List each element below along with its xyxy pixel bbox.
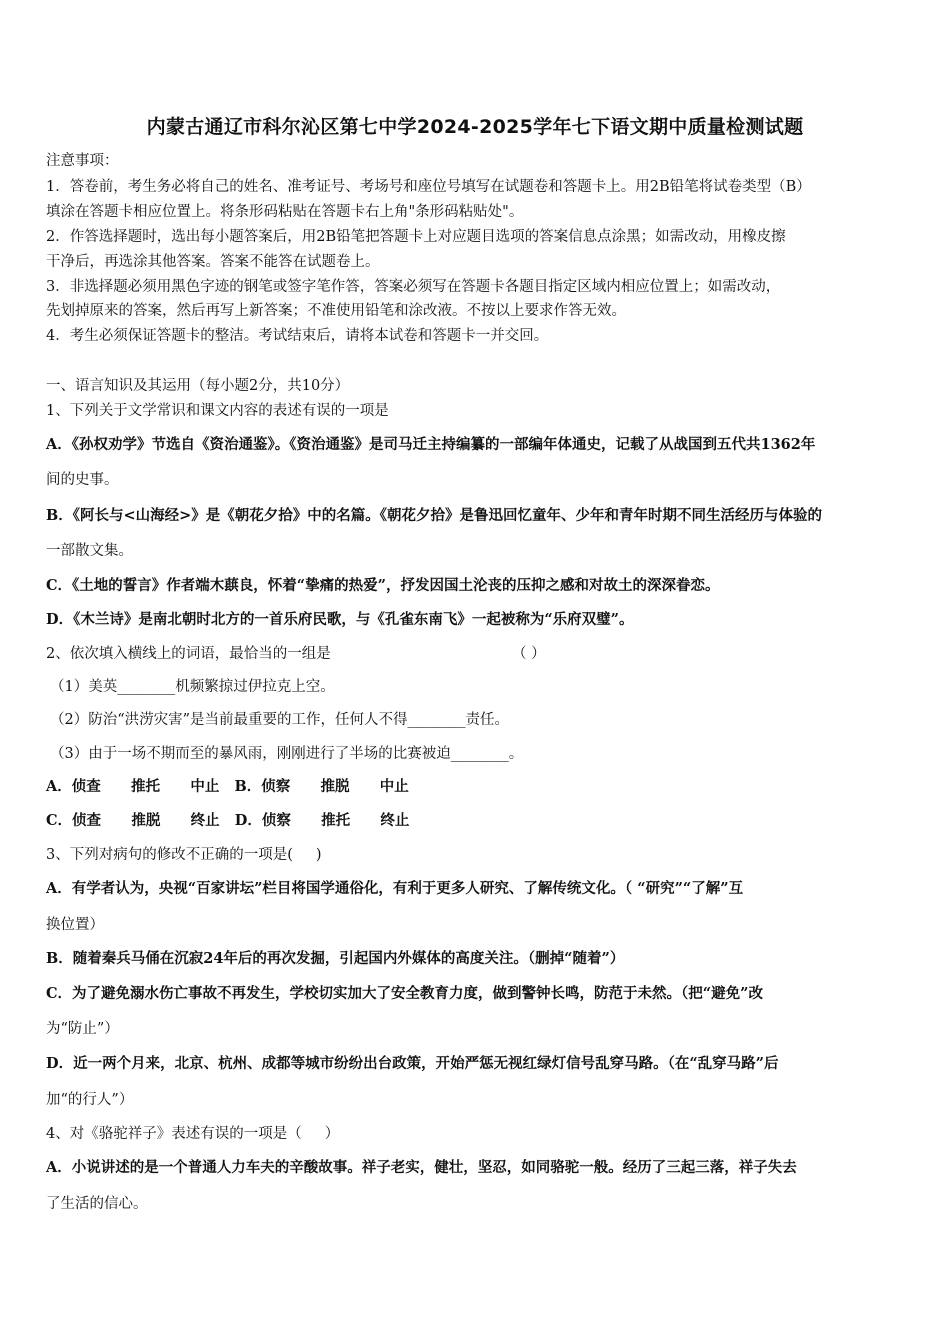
q2-sentence-1: （1）美英________机频繁掠过伊拉克上空。: [50, 679, 335, 695]
q2-options-cd: C．侦查 推脱 终止 D．侦察 推托 终止: [46, 812, 410, 829]
q1-option-a-line-2: 间的史事。: [46, 472, 119, 488]
q1-option-b-line-1: B．《阿长与<山海经>》是《朝花夕拾》中的名篇。《朝花夕拾》是鲁迅回忆童年、少年和青年时期不同生活经历与体验的: [46, 507, 823, 524]
notice-1-line-2: 填涂在答题卡相应位置上。将条形码粘贴在答题卡右上角"条形码粘贴处"。: [46, 204, 524, 220]
q3-option-c-line-2: 为“防止”）: [46, 1021, 119, 1037]
q3-option-c-line-1: C．为了避免溺水伤亡事故不再发生，学校切实加大了安全教育力度，做到警钟长鸣，防范于未然。（把“避免”改: [46, 985, 763, 1002]
notice-2-line-2: 干净后，再选涂其他答案。答案不能答在试题卷上。: [46, 254, 380, 270]
q2-options-ab: A．侦查 推托 中止 B．侦察 推脱 中止: [46, 778, 409, 795]
notice-1-line-1: 1．答卷前，考生务必将自己的姓名、准考证号、考场号和座位号填写在试题卷和答题卡上。用2B铅笔将试卷类型（B）: [46, 179, 811, 195]
q1-stem: 1、下列关于文学常识和课文内容的表述有误的一项是: [46, 403, 389, 419]
notice-2-line-1: 2．作答选择题时，选出每小题答案后，用2B铅笔把答题卡上对应题目选项的答案信息点涂黑；如需改动，用橡皮擦: [46, 229, 786, 245]
q4-option-a-line-2: 了生活的信心。: [46, 1196, 148, 1212]
q4-stem: 4、对《骆驼祥子》表述有误的一项是（ ）: [46, 1126, 340, 1142]
notice-3-line-2: 先划掉原来的答案，然后再写上新答案；不准使用铅笔和涂改液。不按以上要求作答无效。: [46, 303, 626, 319]
q2-sentence-2: （2）防治“洪涝灾害”是当前最重要的工作，任何人不得________责任。: [50, 712, 510, 728]
section-heading: 一、语言知识及其运用（每小题2分，共10分）: [46, 378, 350, 394]
q1-option-b-line-2: 一部散文集。: [46, 543, 133, 559]
q1-option-d: D．《木兰诗》是南北朝时北方的一首乐府民歌，与《孔雀东南飞》一起被称为“乐府双璧”。: [46, 611, 634, 628]
page-title: 内蒙古通辽市科尔沁区第七中学2024-2025学年七下语文期中质量检测试题: [146, 116, 804, 138]
q3-option-a-line-1: A．有学者认为，央视“百家讲坛”栏目将国学通俗化，有利于更多人研究、了解传统文化。（ “研究”“了解”互: [46, 880, 744, 897]
q3-option-b: B．随着秦兵马俑在沉寂24年后的再次发掘，引起国内外媒体的高度关注。（删掉“随着”）: [46, 950, 625, 967]
q1-option-c: C．《土地的誓言》作者端木蕻良，怀着“挚痛的热爱”，抒发因国土沦丧的压抑之感和对故土的深深眷恋。: [46, 577, 720, 594]
q3-option-a-line-2: 换位置）: [46, 917, 104, 933]
notice-heading: 注意事项：: [46, 153, 119, 169]
notice-3-line-1: 3．非选择题必须用黑色字迹的钢笔或签字笔作答，答案必须写在答题卡各题目指定区域内相应位置上；如需改动，: [46, 279, 781, 295]
q2-answer-paren: （ ）: [512, 646, 546, 662]
q3-option-d-line-1: D．近一两个月来，北京、杭州、成都等城市纷纷出台政策，开始严惩无视红绿灯信号乱穿马路。（在“乱穿马路”后: [46, 1055, 779, 1072]
q3-stem: 3、下列对病句的修改不正确的一项是( ): [46, 847, 322, 863]
q4-option-a-line-1: A．小说讲述的是一个普通人力车夫的辛酸故事。祥子老实，健壮，坚忍，如同骆驼一般。经历了三起三落，祥子失去: [46, 1159, 797, 1176]
q2-sentence-3: （3）由于一场不期而至的暴风雨，刚刚进行了半场的比赛被迫________。: [50, 746, 524, 762]
q1-option-a-line-1: A．《孙权劝学》节选自《资治通鉴》。《资治通鉴》是司马迁主持编纂的一部编年体通史，记载了从战国到五代共1362年: [46, 436, 816, 453]
q3-option-d-line-2: 加“的行人”）: [46, 1092, 134, 1108]
q2-stem: 2、依次填入横线上的词语，最恰当的一组是: [46, 646, 331, 662]
notice-4: 4．考生必须保证答题卡的整洁。考试结束后，请将本试卷和答题卡一并交回。: [46, 328, 549, 344]
